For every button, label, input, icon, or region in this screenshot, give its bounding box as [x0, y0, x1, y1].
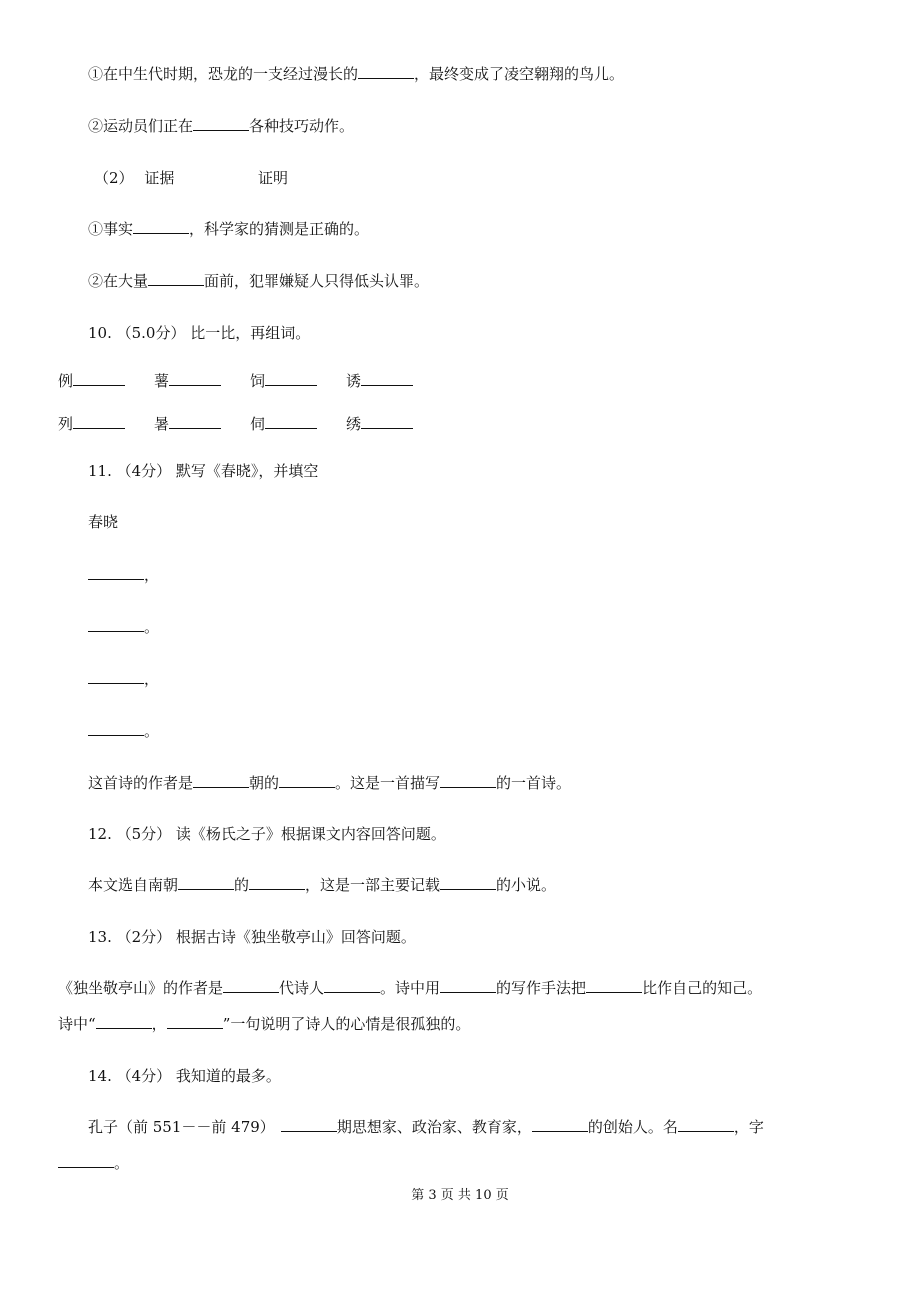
q9-sub2-word2: 证明: [258, 169, 289, 187]
q13-text-h: ”一句说明了诗人的心情是很孤独的。: [222, 1015, 471, 1033]
q10-title: 10. （5.0分） 比一比，再组词。: [88, 324, 311, 342]
q13-text-b: 代诗人: [279, 979, 325, 997]
q10-char: 薯: [154, 372, 170, 390]
fill-blank[interactable]: [178, 875, 234, 890]
fill-blank[interactable]: [324, 978, 380, 993]
fill-blank[interactable]: [193, 773, 249, 788]
fill-blank[interactable]: [73, 371, 125, 386]
q10-char: 绣: [346, 415, 362, 433]
q13-text-c: 。诗中用: [380, 979, 441, 997]
fill-blank[interactable]: [148, 271, 204, 286]
q11-title: 11. （4分） 默写《春晓》，并填空: [88, 462, 319, 480]
q11-punct: 。: [144, 722, 160, 740]
q9-sub2-word1: 证据: [144, 169, 175, 187]
q14-line2: [58, 1153, 129, 1173]
q14-title: 14. （4分） 我知道的最多。: [88, 1067, 281, 1085]
fill-blank[interactable]: [361, 371, 413, 386]
fill-blank[interactable]: [133, 219, 189, 234]
fill-blank[interactable]: [281, 1117, 337, 1132]
fill-blank[interactable]: [58, 1153, 114, 1168]
fill-blank[interactable]: [223, 978, 279, 993]
fill-blank[interactable]: [88, 617, 144, 632]
fill-blank[interactable]: [265, 371, 317, 386]
q12-text-b: 的: [234, 876, 250, 894]
fill-blank[interactable]: [167, 1014, 223, 1029]
q10-char: 诱: [346, 372, 362, 390]
fill-blank[interactable]: [586, 978, 642, 993]
fill-blank[interactable]: [249, 875, 305, 890]
q9-line3-text-a: ①事实: [88, 220, 134, 238]
q11-poem-line3: [88, 669, 159, 689]
fill-blank[interactable]: [532, 1117, 588, 1132]
q14-text-c: 的创始人。名: [587, 1118, 678, 1136]
q11-punct: 。: [144, 618, 160, 636]
q11-punct: ，: [144, 566, 160, 584]
q11-text-a: 这首诗的作者是: [88, 774, 194, 792]
fill-blank[interactable]: [169, 414, 221, 429]
q14-text-d: ，字: [733, 1118, 764, 1136]
q12-text-c: ，这是一部主要记载: [305, 876, 441, 894]
q9-line2-text-b: 各种技巧动作。: [249, 117, 355, 135]
q9-line1-text-a: ①在中生代时期，恐龙的一支经过漫长的: [88, 65, 359, 83]
q12-text-d: 的小说。: [496, 876, 557, 894]
fill-blank[interactable]: [440, 875, 496, 890]
q10-char: 伺: [250, 415, 266, 433]
q12-fill-line: [88, 875, 556, 895]
fill-blank[interactable]: [88, 565, 144, 580]
q9-line1-text-b: ，最终变成了凌空翱翔的鸟儿。: [414, 65, 625, 83]
q9-line4-text-a: ②在大量: [88, 272, 149, 290]
q13-title: 13. （2分） 根据古诗《独坐敬亭山》回答问题。: [88, 928, 416, 946]
q14-line1: [88, 1117, 764, 1137]
fill-blank[interactable]: [169, 371, 221, 386]
q11-text-d: 的一首诗。: [496, 774, 572, 792]
q9-line2-text-a: ②运动员们正在: [88, 117, 194, 135]
q13-text-d: 的写作手法把: [496, 979, 587, 997]
q10-char: 例: [58, 372, 74, 390]
q13-line2: [58, 1014, 470, 1034]
q10-char: 列: [58, 415, 74, 433]
q9-sub2-number: （2）: [94, 169, 134, 187]
q14-text-b: 期思想家、政治家、教育家，: [336, 1118, 532, 1136]
q13-text-f: 诗中“: [58, 1015, 96, 1033]
q11-text-b: 朝的: [249, 774, 280, 792]
q11-poem-line2: [88, 617, 159, 637]
q9-line2: [88, 116, 354, 136]
fill-blank[interactable]: [265, 414, 317, 429]
q14-text-a: 孔子（前 551－－前 479）: [88, 1118, 275, 1136]
q11-poem-line1: [88, 565, 159, 585]
q9-line4-text-b: 面前，犯罪嫌疑人只得低头认罪。: [204, 272, 430, 290]
fill-blank[interactable]: [440, 978, 496, 993]
q11-punct: ，: [144, 670, 160, 688]
q10-char: 饲: [250, 372, 266, 390]
q11-poem-line4: [88, 721, 159, 741]
q13-text-a: 《独坐敬亭山》的作者是: [58, 979, 224, 997]
q9-line3: [88, 219, 369, 239]
q13-text-g: ，: [151, 1015, 167, 1033]
q9-line3-text-b: ，科学家的猜测是正确的。: [189, 220, 370, 238]
fill-blank[interactable]: [73, 414, 125, 429]
q12-text-a: 本文选自南朝: [88, 876, 179, 894]
fill-blank[interactable]: [358, 64, 414, 79]
fill-blank[interactable]: [88, 721, 144, 736]
fill-blank[interactable]: [88, 669, 144, 684]
q9-line1: [88, 64, 624, 84]
page-footer: 第 3 页 共 10 页: [411, 1188, 509, 1203]
fill-blank[interactable]: [678, 1117, 734, 1132]
q13-line1: [58, 978, 762, 998]
fill-blank[interactable]: [361, 414, 413, 429]
q14-text-e: 。: [114, 1154, 130, 1172]
q9-line4: [88, 271, 429, 291]
fill-blank[interactable]: [279, 773, 335, 788]
fill-blank[interactable]: [96, 1014, 152, 1029]
q11-fill-line: [88, 773, 571, 793]
q11-text-c: 。这是一首描写: [335, 774, 441, 792]
q11-poem-title: 春晓: [88, 513, 119, 531]
q10-char: 暑: [154, 415, 170, 433]
q12-title: 12. （5分） 读《杨氏之子》根据课文内容回答问题。: [88, 825, 446, 843]
q13-text-e: 比作自己的知己。: [642, 979, 763, 997]
fill-blank[interactable]: [440, 773, 496, 788]
q9-sub2-words: [94, 168, 289, 188]
fill-blank[interactable]: [193, 116, 249, 131]
